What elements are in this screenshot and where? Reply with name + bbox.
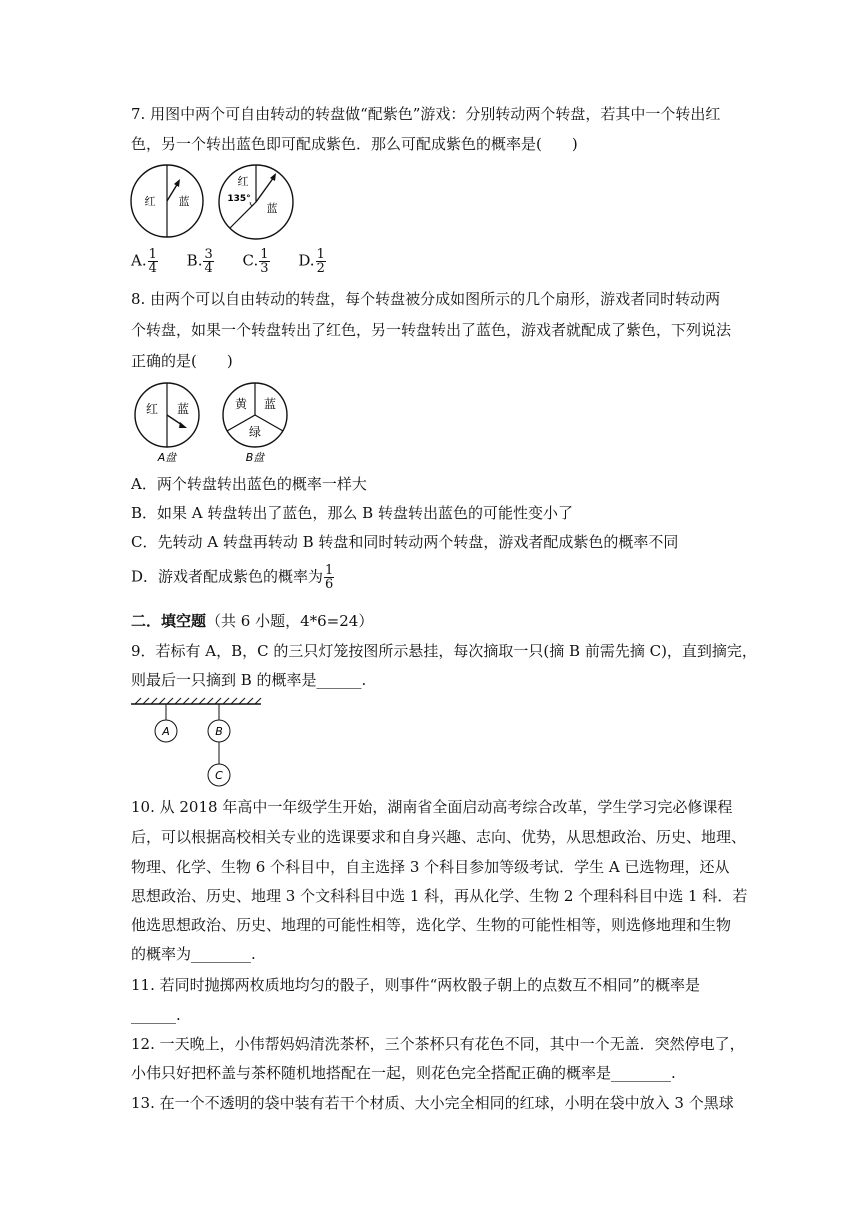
section-2-note: （共 6 小题，4*6=24） — [206, 612, 374, 630]
q9-lantern-diagram — [129, 697, 263, 789]
q7-spinner-1-left-label: 红 — [144, 195, 156, 208]
q12-line-2: 小伟只好把杯盖与茶杯随机地搭配在一起，则花色完全搭配正确的概率是________. — [131, 1064, 676, 1082]
q7-spinner-2 — [217, 163, 295, 241]
q9-lantern-b: B — [215, 725, 223, 738]
q8-spinner-a-caption: A盘 — [157, 451, 177, 464]
q7-spinner-2-angle-label: 135° — [227, 194, 251, 204]
q7-spinner-2-right-label: 蓝 — [266, 202, 278, 215]
q7-option-c: C. $\frac{1}{3}$ — [242, 247, 269, 276]
q9-line-2: 则最后一只摘到 B 的概率是______. — [131, 671, 367, 689]
q8-spinner-a-left-label: 红 — [145, 402, 159, 416]
q11-line-2: ______. — [131, 1006, 181, 1024]
q10-line-3: 物理、化学、生物 6 个科目中，自主选择 3 个科目参加等级考试．学生 A 已选物理，还从 — [131, 858, 730, 876]
q10-line-5: 他选思想政治、历史、地理的可能性相等，选化学、生物的可能性相等，则选修地理和生物 — [131, 916, 732, 934]
q8-spinner-b — [220, 380, 292, 466]
q7-option-b: B. $\frac{3}{4}$ — [186, 247, 213, 276]
q8-spinner-a-right-label: 蓝 — [176, 402, 190, 416]
q8-line-2: 个转盘，如果一个转盘转出了红色，另一转盘转出了蓝色，游戏者就配成了紫色，下列说法 — [131, 321, 732, 339]
q8-option-a: A．两个转盘转出蓝色的概率一样大 — [131, 475, 367, 493]
q9-lantern-c: C — [215, 769, 223, 782]
q8-spinner-b-blue-label: 蓝 — [263, 397, 277, 411]
q9-line-1: 9．若标有 A，B，C 的三只灯笼按图所示悬挂，每次摘取一只(摘 B 前需先摘 C)，直到摘完， — [131, 642, 757, 660]
q9-lantern-a: A — [162, 725, 170, 738]
q8-spinner-a — [134, 380, 204, 466]
q8-spinner-b-green-label: 绿 — [248, 425, 262, 439]
q7-spinner-1-right-label: 蓝 — [178, 195, 190, 208]
q7-spinner-1 — [129, 163, 205, 239]
q10-line-1: 10. 从 2018 年高中一年级学生开始，湖南省全面启动高考综合改革，学生学习完必修课程 — [131, 798, 733, 816]
q12-line-1: 12. 一天晚上，小伟帮妈妈清洗茶杯，三个茶杯只有花色不同，其中一个无盖．突然停电了， — [131, 1035, 745, 1053]
q8-line-3: 正确的是( ) — [131, 352, 233, 370]
q7-option-d: D. $\frac{1}{2}$ — [298, 247, 325, 276]
q8-line-1: 8. 由两个可以自由转动的转盘，每个转盘被分成如图所示的几个扇形，游戏者同时转动两 — [131, 290, 721, 308]
section-2-heading — [131, 611, 373, 631]
q8-option-c: C．先转动 A 转盘再转动 B 转盘和同时转动两个转盘，游戏者配成紫色的概率不同 — [131, 533, 679, 551]
q7-line-2: 色，另一个转出蓝色即可配成紫色．那么可配成紫色的概率是( ) — [131, 135, 578, 153]
q10-line-6: 的概率为________. — [131, 945, 256, 963]
q8-option-d: D．游戏者配成紫色的概率为 $\frac{1}{6}$ — [131, 563, 334, 592]
q10-line-2: 后，可以根据高校相关专业的选课要求和自身兴趣、志向、优势，从思想政治、历史、地理、 — [131, 828, 747, 846]
q7-options — [131, 248, 350, 275]
q10-line-4: 思想政治、历史、地理 3 个文科科目中选 1 科，再从化学、生物 2 个理科科目中选 1 科．若 — [131, 887, 748, 905]
q7-option-a: A. $\frac{1}{4}$ — [131, 247, 157, 276]
q8-spinner-b-yellow-label: 黄 — [234, 397, 248, 411]
q8-option-b: B．如果 A 转盘转出了蓝色，那么 B 转盘转出蓝色的可能性变小了 — [131, 504, 573, 522]
q7-spinner-2-left-label: 红 — [237, 175, 249, 188]
q7-line-1: 7. 用图中两个可自由转动的转盘做“配紫色”游戏：分别转动两个转盘，若其中一个转出红 — [131, 105, 721, 123]
q13-line-1: 13. 在一个不透明的袋中装有若干个材质、大小完全相同的红球，小明在袋中放入 3 个黑球 — [131, 1094, 734, 1112]
q8-spinner-b-caption: B盘 — [245, 451, 265, 464]
q11-line-1: 11. 若同时抛掷两枚质地均匀的骰子，则事件“两枚骰子朝上的点数互不相同”的概率是 — [131, 976, 700, 994]
section-2-title: 二．填空题 — [131, 612, 207, 630]
